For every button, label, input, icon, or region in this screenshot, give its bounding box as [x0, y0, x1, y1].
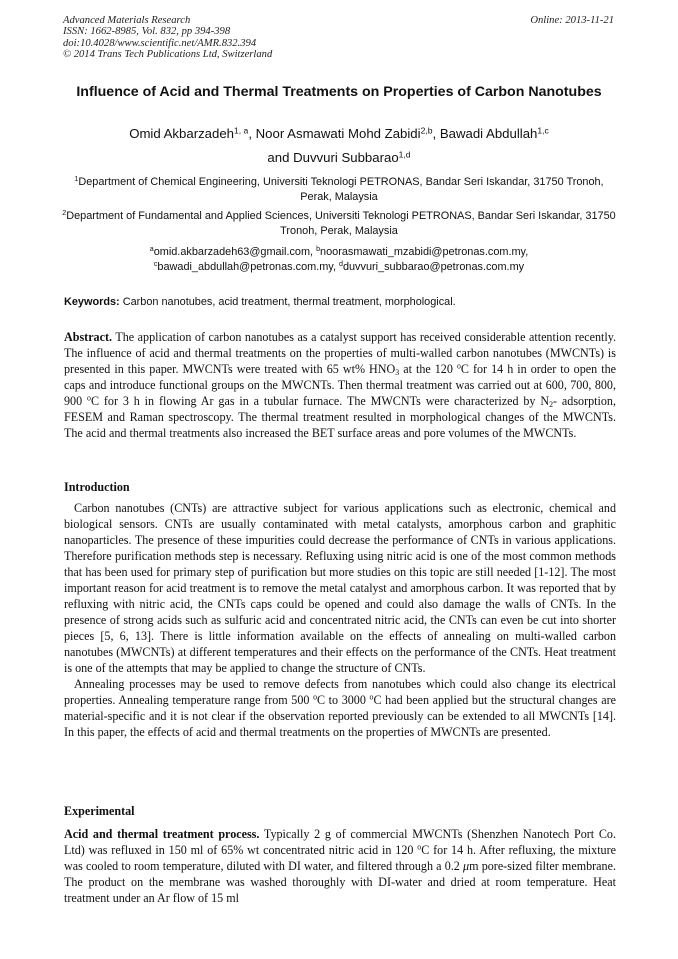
abstract-text: The application of carbon nanotubes as a catalyst support has received considerable attention recently. The influence of acid and thermal treatments on the properties of multi-walled carbon nanotubes (MWCNTs) is presented in this paper. MWCNTs were treated with 65 wt% HNO [64, 330, 616, 376]
email-address: omid.akbarzadeh63@gmail.com, [153, 246, 314, 258]
paragraph-text: m pore-sized filter membrane. The product on the membrane was washed thoroughly with DI-water and dried at room temperature. Heat treatment under an Ar flow of 15 ml [64, 859, 616, 905]
author-affiliation-mark: 2,b [420, 125, 433, 136]
author-name: Omid Akbarzadeh [129, 126, 235, 141]
author-name: Noor Asmawati Mohd Zabidi [255, 126, 421, 141]
paper-title: Influence of Acid and Thermal Treatments on Properties of Carbon Nanotubes [76, 84, 602, 100]
author-affiliation-mark: 1,c [537, 125, 549, 136]
doi-line: doi:10.4028/www.scientific.net/AMR.832.394 [63, 37, 257, 49]
affiliation-text: Department of Chemical Engineering, Universiti Teknologi PETRONAS, Bandar Seri Iskandar, 31750 Tronoh, Perak, Malaysia [78, 176, 604, 203]
paragraph: Carbon nanotubes (CNTs) are attractive subject for various applications such as electronic, chemical and biological sensors. CNTs are usually contaminated with metal catalysts, amorphous carbon and graphitic nanoparticles. The presence of these impurities could decrease the performance of CNTs in various applications. Therefore purification methods step is necessary. Refluxing using nitric acid is one of the most common methods that has been used for primary step of purification but more studies on this topic are still needed [1-12]. The most important reason for acid treatment is to remove the metal catalyst and amorphous carbon. It was reported that by refluxing with nitric acid, the CNTs caps could be opened and could also damage the walls of CNTs. In the presence of strong acids such as sulfuric acid and concentrated nitric acid, the CNTs can even be cut into shorter pieces [5, 6, 13]. There is little information available on the effects of annealing on multi-walled carbon nanotubes (MWCNTs) at different temperatures and their effects on the performance of the CNTs. Heat treatment is one of the attempts that may be applied to change the structure of CNTs. [64, 501, 616, 675]
email-mark: c [153, 260, 158, 269]
author-name: Duvvuri Subbarao [293, 150, 399, 165]
copyright-line: © 2014 Trans Tech Publications Ltd, Switzerland [63, 48, 273, 60]
email-mark: b [316, 245, 321, 254]
author-list: Omid Akbarzadeh$^{1, a}$, Noor Asmawati Mohd Zabidi$^{2,b}$, Bawadi Abdullah$^{1,c}$ and Duvvuri Subbarao$^{1,d}$ [129, 125, 549, 165]
subscript: 2 [549, 399, 554, 409]
email-mark: d [339, 260, 343, 269]
affiliation-number: 2 [62, 209, 67, 218]
journal-name: Advanced Materials Research [63, 15, 191, 26]
email-address: duvvuri_subbarao@petronas.com.my [342, 261, 525, 273]
keywords-text: Carbon nanotubes, acid treatment, thermal treatment, morphological. [122, 296, 456, 308]
degree-mark: o [456, 361, 461, 371]
abstract-text: C for 14 h in order to open the caps and introduce functional groups on the MWCNTs. Then thermal treatment was carried out at 600, 700, 800, 900 [64, 362, 616, 408]
affiliation-text: Department of Fundamental and Applied Sciences, Universiti Teknologi PETRONAS, Bandar Seri Iskandar, 31750 Tronoh, Perak, Malaysia [66, 210, 616, 237]
mu-symbol: μ [463, 859, 470, 873]
abstract-text: - adsorption, FESEM and Raman spectroscopy. The thermal treatment resulted in morphological changes of the MWCNTs. The acid and thermal treatments also increased the BET surface areas and pore volumes of the MWCNTs. [64, 394, 616, 440]
paragraph [64, 676, 616, 740]
abstract-text: C for 3 h in flowing Ar gas in a tubular furnace. The MWCNTs were characterized by N [90, 394, 550, 408]
author-conjunction: and [267, 150, 290, 165]
section-heading-experimental: Experimental [64, 804, 135, 818]
introduction-body [64, 500, 616, 740]
degree-mark: o [417, 842, 422, 852]
author-affiliation-mark: 1,d [398, 149, 411, 160]
email-address: bawadi_abdullah@petronas.com.my, [157, 261, 336, 273]
experimental-body [64, 826, 616, 906]
issn-line: ISSN: 1662-8985, Vol. 832, pp 394-398 [63, 26, 231, 38]
author-affiliation-mark: 1, a [234, 125, 249, 136]
paragraph-text: C for 14 h. After refluxing, the mixture was cooled to room temperature, diluted with DI water, and filtered through a 0.2 [64, 843, 617, 873]
degree-mark: o [87, 393, 91, 403]
subscript: 3 [395, 367, 400, 377]
online-date: Online: 2013-11-21 [530, 15, 614, 26]
degree-mark: o [369, 692, 374, 702]
section-heading-introduction: Introduction [64, 480, 130, 494]
abstract-label: Abstract. [64, 330, 113, 344]
affiliation-number: 1 [74, 175, 79, 184]
keywords [64, 295, 616, 309]
email-mark: a [149, 245, 154, 254]
degree-mark: o [313, 692, 317, 702]
email-list [60, 245, 618, 275]
abstract-text: at the 120 [399, 362, 457, 376]
abstract [64, 329, 616, 441]
paragraph-text: C to 3000 [317, 693, 370, 707]
paragraph-text: Typically 2 g of commercial MWCNTs (Shenzhen Nanotech Port Co. Ltd) was refluxed in 150 ml of 65% wt concentrated nitric acid in 120 [64, 827, 616, 857]
subsection-run-in: Acid and thermal treatment process. [64, 827, 260, 841]
paragraph-text: Annealing processes may be used to remove defects from nanotubes which could also change its electrical properties. Annealing temperature range from 500 [64, 677, 616, 707]
affiliation-1 [60, 175, 618, 205]
affiliation-2 [60, 209, 618, 239]
journal-header [63, 15, 272, 60]
email-address: noorasmawati_mzabidi@petronas.com.my, [320, 246, 529, 258]
paragraph-text: C had been applied but the structural changes are material-specific and it is not clear if the observation reported previously can be extended to all MWCNTs [14]. In this paper, the effects of acid and thermal treatments on the properties of MWCNTs are presented. [64, 693, 616, 739]
author-name: Bawadi Abdullah [439, 126, 538, 141]
keywords-label: Keywords: [64, 296, 120, 308]
